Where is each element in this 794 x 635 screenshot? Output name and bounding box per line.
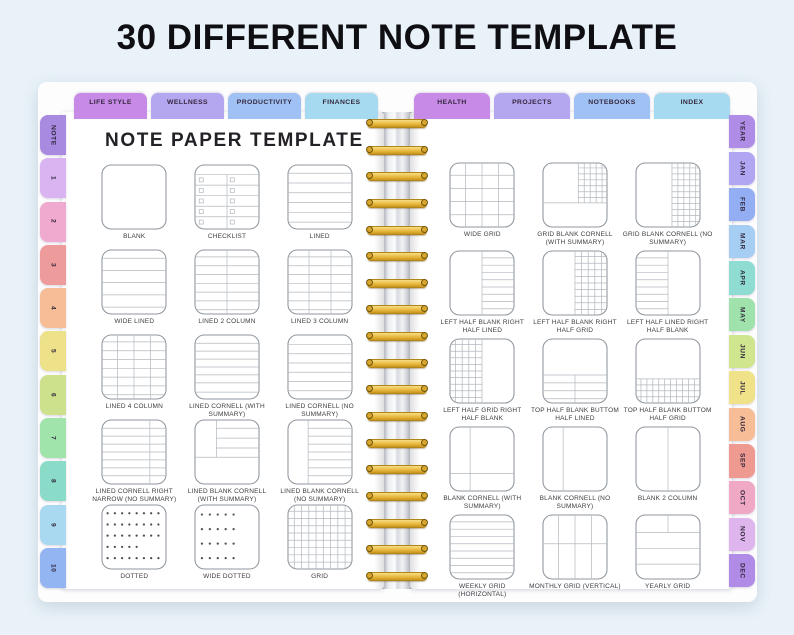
- binder-ring: [367, 385, 427, 394]
- tab-label: 5: [49, 349, 57, 354]
- tab-label: SEP: [738, 453, 746, 469]
- binder-ring: [367, 465, 427, 474]
- template-thumbnail-blank-2-column: [635, 426, 701, 492]
- binder-ring: [367, 519, 427, 528]
- template-label: GRID: [311, 573, 329, 580]
- template-label: WIDE GRID: [463, 231, 501, 238]
- tab-label: 3: [49, 262, 57, 268]
- tab-label: 2: [49, 219, 57, 224]
- tab-label: YEAR: [738, 121, 746, 143]
- tab-label: AUG: [738, 416, 746, 433]
- template-thumbnail-lined-3-column: [287, 249, 353, 315]
- side-tab-feb[interactable]: [729, 188, 755, 221]
- template-wide-lined: [88, 249, 180, 326]
- binder-ring: [367, 332, 427, 341]
- template-dotted: [88, 504, 180, 581]
- tab-label: NOTE: [49, 124, 57, 146]
- tab-productivity[interactable]: [228, 93, 301, 119]
- template-wide-dotted: [181, 504, 273, 581]
- side-tab-jun[interactable]: [729, 335, 755, 368]
- tab-label: HEALTH: [437, 99, 467, 106]
- template-thumbnail-grid: [287, 504, 353, 570]
- side-tab-jul[interactable]: [729, 371, 755, 404]
- template-label: GRID BLANK CORNELL (NO SUMMARY): [622, 231, 713, 247]
- template-label: LINED CORNELL RIGHT NARROW (NO SUMMARY): [92, 488, 177, 504]
- template-label: LEFT HALF BLANK RIGHT HALF GRID: [533, 319, 617, 335]
- template-left-half-grid-right-half-blank: [436, 338, 528, 424]
- template-thumbnail-blank: [101, 164, 167, 230]
- binder-ring: [367, 492, 427, 501]
- side-tab-oct[interactable]: [729, 481, 755, 514]
- tab-label: 4: [49, 306, 57, 311]
- template-blank-cornell-with-summary: [436, 426, 528, 512]
- template-thumbnail-blank-cornell-with-summary: [449, 426, 515, 492]
- template-thumbnail-yearly-grid: [635, 514, 701, 580]
- template-thumbnail-lined-2-column: [194, 249, 260, 315]
- template-grid-right: [436, 162, 714, 602]
- side-tab-jan[interactable]: [729, 152, 755, 185]
- template-lined-blank-cornell-with-summary: [181, 419, 273, 505]
- template-lined-2-column: [181, 249, 273, 326]
- right-page: [410, 112, 732, 599]
- template-label: TOP HALF BLANK BUTTOM HALF LINED: [530, 407, 619, 423]
- tab-label: WELLNESS: [167, 99, 208, 106]
- template-thumbnail-lined-blank-cornell-with-summary: [194, 419, 260, 485]
- template-thumbnail-blank-cornell-no-summary: [542, 426, 608, 492]
- tab-label: JAN: [738, 160, 746, 176]
- template-thumbnail-left-half-grid-right-half-blank: [449, 338, 515, 404]
- template-label: GRID BLANK CORNELL (WITH SUMMARY): [537, 231, 613, 247]
- template-thumbnail-lined-4-column: [101, 334, 167, 400]
- tab-wellness[interactable]: [151, 93, 224, 119]
- template-left-half-lined-right-half-blank: [622, 250, 714, 336]
- template-thumbnail-left-half-blank-right-half-grid: [542, 250, 608, 316]
- tab-health[interactable]: [414, 93, 490, 119]
- tab-label: JUL: [738, 380, 746, 395]
- side-tab-dec[interactable]: [729, 554, 755, 587]
- side-tab-6[interactable]: [40, 375, 66, 415]
- template-thumbnail-left-half-blank-right-half-lined: [449, 250, 515, 316]
- template-label: DOTTED: [120, 573, 149, 580]
- tab-index[interactable]: [654, 93, 730, 119]
- binder-ring: [367, 199, 427, 208]
- template-label: LEFT HALF GRID RIGHT HALF BLANK: [443, 407, 522, 423]
- tab-label: 9: [49, 522, 57, 527]
- side-tabs-left: [40, 115, 66, 588]
- side-tab-9[interactable]: [40, 505, 66, 545]
- template-grid-blank-cornell-with-summary: [529, 162, 621, 248]
- template-blank-2-column: [622, 426, 714, 503]
- spiral-binding: [367, 119, 427, 581]
- side-tab-aug[interactable]: [729, 408, 755, 441]
- main-title: 30 DIFFERENT NOTE TEMPLATE: [116, 18, 678, 57]
- tab-label: NOV: [738, 526, 746, 543]
- template-label: LEFT HALF LINED RIGHT HALF BLANK: [626, 319, 709, 335]
- template-monthly-grid-vertical: [529, 514, 621, 591]
- template-label: LINED BLANK CORNELL (NO SUMMARY): [280, 488, 359, 504]
- binder-ring: [367, 305, 427, 314]
- template-checklist: [181, 164, 273, 241]
- template-lined-blank-cornell-no-summary: [274, 419, 366, 505]
- template-thumbnail-lined-cornell-no-summary: [287, 334, 353, 400]
- binder-ring: [367, 279, 427, 288]
- binder-ring: [367, 119, 427, 128]
- tab-life-style[interactable]: [74, 93, 147, 119]
- template-left-half-blank-right-half-grid: [529, 250, 621, 336]
- template-yearly-grid: [622, 514, 714, 591]
- side-tab-5[interactable]: [40, 331, 66, 371]
- template-thumbnail-top-half-blank-buttom-half-lined: [542, 338, 608, 404]
- binder-ring: [367, 226, 427, 235]
- template-label: LINED: [309, 233, 330, 240]
- template-wide-grid: [436, 162, 528, 239]
- binder-ring: [367, 252, 427, 261]
- template-label: BLANK CORNELL (WITH SUMMARY): [443, 495, 522, 511]
- template-label: LINED CORNELL (NO SUMMARY): [285, 403, 354, 419]
- top-tabs-right: [414, 93, 730, 119]
- binder-ring: [367, 172, 427, 181]
- left-page: [62, 112, 384, 589]
- template-thumbnail-left-half-lined-right-half-blank: [635, 250, 701, 316]
- template-thumbnail-grid-blank-cornell-with-summary: [542, 162, 608, 228]
- template-label: LINED 4 COLUMN: [105, 403, 163, 410]
- template-thumbnail-wide-grid: [449, 162, 515, 228]
- template-label: LINED CORNELL (WITH SUMMARY): [189, 403, 265, 419]
- side-tab-apr[interactable]: [729, 261, 755, 294]
- side-tab-3[interactable]: [40, 245, 66, 285]
- tab-label: 1: [49, 176, 57, 181]
- template-label: WIDE DOTTED: [203, 573, 251, 580]
- binder-ring: [367, 359, 427, 368]
- tab-projects[interactable]: [494, 93, 570, 119]
- template-thumbnail-lined-blank-cornell-no-summary: [287, 419, 353, 485]
- template-label: BLANK 2 COLUMN: [637, 495, 698, 502]
- binder-ring: [367, 572, 427, 581]
- template-lined-3-column: [274, 249, 366, 326]
- tab-label: 6: [49, 392, 57, 397]
- template-label: TOP HALF BLANK BUTTOM HALF GRID: [623, 407, 712, 423]
- template-left-half-blank-right-half-lined: [436, 250, 528, 336]
- template-label: BLANK CORNELL (NO SUMMARY): [539, 495, 611, 511]
- template-thumbnail-lined-cornell-right-narrow-no-summary: [101, 419, 167, 485]
- tab-label: PROJECTS: [512, 99, 552, 106]
- side-tabs-right: [729, 115, 755, 587]
- template-thumbnail-monthly-grid-vertical: [542, 514, 608, 580]
- template-thumbnail-weekly-grid-horizontal: [449, 514, 515, 580]
- tab-label: FEB: [738, 197, 746, 213]
- side-tab-mar[interactable]: [729, 225, 755, 258]
- page-heading: NOTE PAPER TEMPLATE: [105, 130, 364, 151]
- template-top-half-blank-buttom-half-lined: [529, 338, 621, 424]
- tab-label: MAY: [738, 306, 746, 323]
- tab-label: JUN: [738, 343, 746, 359]
- template-label: LINED 2 COLUMN: [198, 318, 256, 325]
- template-blank: [88, 164, 180, 241]
- template-thumbnail-checklist: [194, 164, 260, 230]
- template-lined-cornell-no-summary: [274, 334, 366, 420]
- tab-label: 8: [49, 479, 57, 484]
- template-thumbnail-wide-lined: [101, 249, 167, 315]
- template-label: LEFT HALF BLANK RIGHT HALF LINED: [440, 319, 525, 335]
- side-tab-10[interactable]: [40, 548, 66, 588]
- template-thumbnail-lined-cornell-with-summary: [194, 334, 260, 400]
- binder-ring: [367, 439, 427, 448]
- template-thumbnail-top-half-blank-buttom-half-grid: [635, 338, 701, 404]
- template-thumbnail-grid-blank-cornell-no-summary: [635, 162, 701, 228]
- tab-label: NOTEBOOKS: [588, 99, 636, 106]
- tab-label: MAR: [738, 233, 746, 250]
- side-tab-2[interactable]: [40, 202, 66, 242]
- template-grid-left: [88, 164, 366, 589]
- tab-label: OCT: [738, 489, 746, 506]
- template-top-half-blank-buttom-half-grid: [622, 338, 714, 424]
- tab-label: APR: [738, 270, 746, 286]
- template-lined-cornell-with-summary: [181, 334, 273, 420]
- tab-label: 7: [49, 435, 57, 441]
- tab-notebooks[interactable]: [574, 93, 650, 119]
- template-thumbnail-wide-dotted: [194, 504, 260, 570]
- template-grid-blank-cornell-no-summary: [622, 162, 714, 248]
- template-blank-cornell-no-summary: [529, 426, 621, 512]
- binder-ring: [367, 146, 427, 155]
- template-label: WEEKLY GRID (HORIZONTAL): [458, 583, 507, 599]
- tab-finances[interactable]: [305, 93, 378, 119]
- top-tabs-left: [74, 93, 378, 119]
- tab-label: 10: [49, 563, 57, 573]
- template-label: WIDE LINED: [114, 318, 155, 325]
- tab-label: PRODUCTIVITY: [236, 99, 293, 106]
- tab-label: INDEX: [680, 99, 704, 106]
- binder-ring: [367, 412, 427, 421]
- side-tab-year[interactable]: [729, 115, 755, 148]
- template-label: LINED BLANK CORNELL (WITH SUMMARY): [187, 488, 267, 504]
- template-lined: [274, 164, 366, 241]
- template-label: BLANK: [123, 233, 146, 240]
- side-tab-sep[interactable]: [729, 444, 755, 477]
- side-tab-may[interactable]: [729, 298, 755, 331]
- template-lined-cornell-right-narrow-no-summary: [88, 419, 180, 505]
- side-tab-4[interactable]: [40, 288, 66, 328]
- template-lined-4-column: [88, 334, 180, 411]
- template-label: MONTHLY GRID (VERTICAL): [529, 583, 621, 590]
- template-thumbnail-dotted: [101, 504, 167, 570]
- side-tab-7[interactable]: [40, 418, 66, 458]
- side-tab-1[interactable]: [40, 158, 66, 198]
- side-tab-nov[interactable]: [729, 518, 755, 551]
- template-label: CHECKLIST: [207, 233, 247, 240]
- tab-label: DEC: [738, 562, 746, 579]
- side-tab-note[interactable]: [40, 115, 66, 155]
- tab-label: FINANCES: [322, 99, 361, 106]
- template-thumbnail-lined: [287, 164, 353, 230]
- side-tab-8[interactable]: [40, 461, 66, 501]
- template-label: YEARLY GRID: [645, 583, 691, 590]
- template-weekly-grid-horizontal: [436, 514, 528, 600]
- template-label: LINED 3 COLUMN: [290, 318, 349, 325]
- tab-label: LIFE STYLE: [89, 99, 132, 106]
- template-grid: [274, 504, 366, 581]
- binder-ring: [367, 545, 427, 554]
